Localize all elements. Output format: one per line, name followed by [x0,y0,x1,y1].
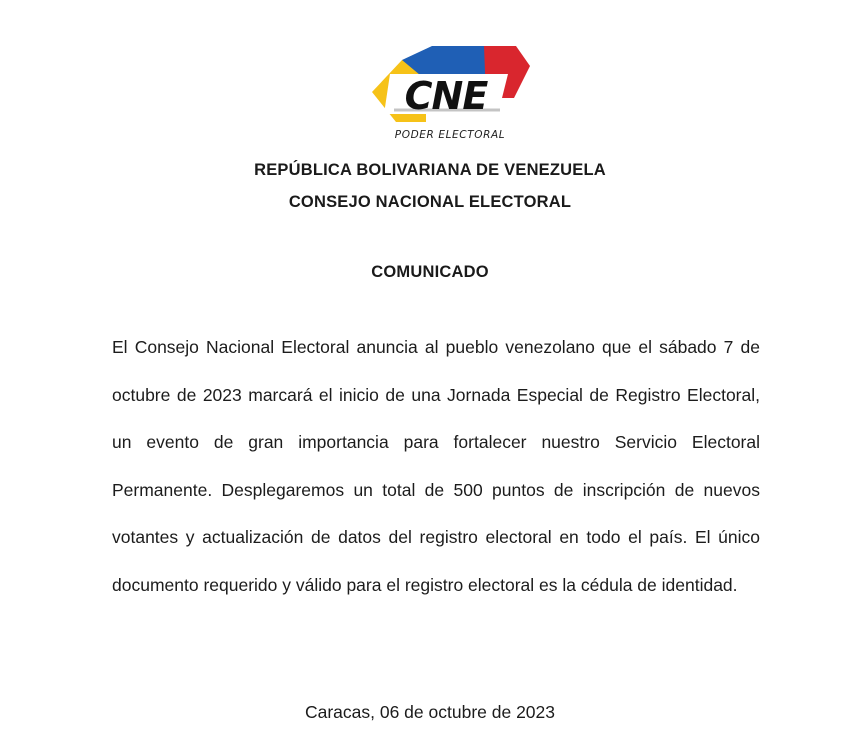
document-title: COMUNICADO [371,263,489,281]
cne-logo [366,40,534,142]
country-heading: REPÚBLICA BOLIVARIANA DE VENEZUELA [254,161,606,179]
institution-heading: CONSEJO NACIONAL ELECTORAL [288,193,572,211]
logo-tagline: PODER ELECTORAL [394,129,506,141]
communique-body: El Consejo Nacional Electoral anuncia al pueblo venezolano que el sábado 7 de octubre de 2023 marcará el inicio de una Jornada Especial de Registro Electoral, un evento de gran importancia para fortalecer nuestro Servicio Electoral Permanente. Desplegaremos un total de 500 puntos de inscripción de nuevos votantes y actualización de datos del registro electoral en todo el país. El único documento requerido y válido para el registro electoral es la cédula de identidad. [112,337,760,595]
cne-logo-graphic [366,40,534,142]
dateline: Caracas, 06 de octubre de 2023 [304,702,556,722]
logo-letters: CNE [404,74,488,118]
